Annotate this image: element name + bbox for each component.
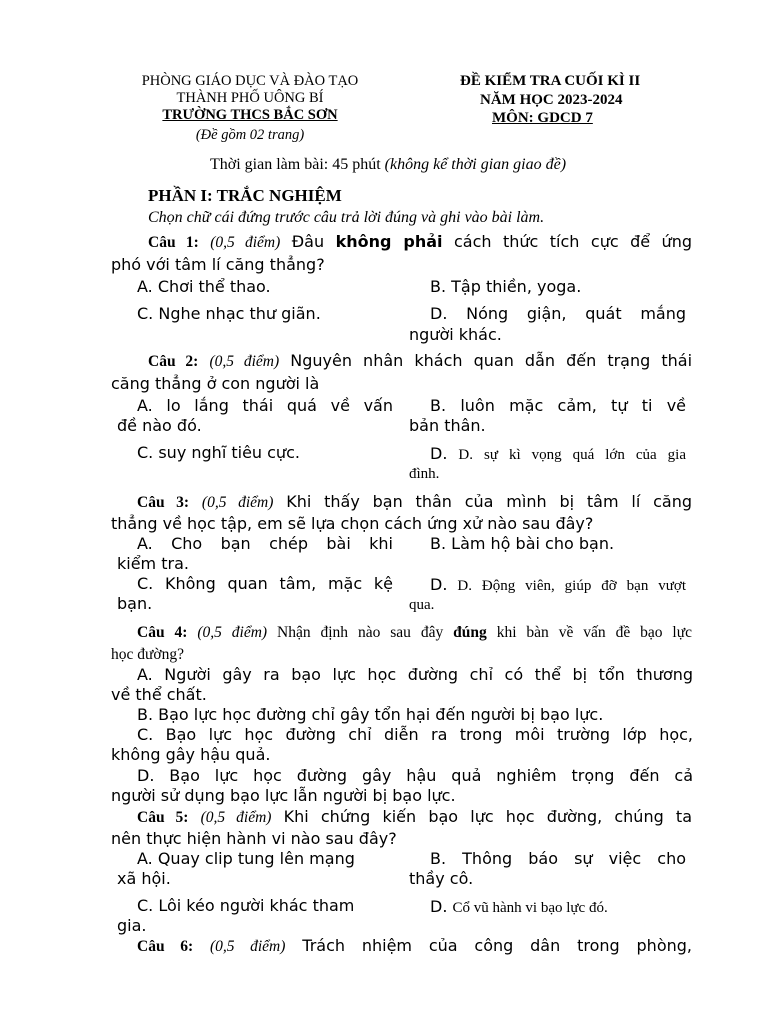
question-3-stem: Câu 3: (0,5 điểm) Khi thấy bạn thân của mình bị tâm lí căng: [137, 492, 692, 511]
q5-option-c: C. Lôi kéo người khác tham: [137, 896, 355, 915]
department-name: PHÒNG GIÁO DỤC VÀ ĐÀO TẠO: [141, 73, 359, 89]
q2-option-d: D. D. sự kì vọng quá lớn của gia: [430, 444, 686, 463]
q4-option-b: B. Bạo lực học đường chỉ gây tổn hại đến người bị bạo lực.: [137, 705, 604, 724]
q5-option-b-cont: thầy cô.: [409, 869, 474, 888]
q4-option-a-cont: về thể chất.: [111, 685, 207, 704]
question-1-stem-cont: phó với tâm lí căng thẳng?: [111, 255, 325, 274]
q3-option-c-cont: bạn.: [117, 594, 153, 613]
page-count-note: (Đề gồm 02 trang): [195, 127, 305, 143]
q5-option-a-cont: xã hội.: [117, 869, 171, 888]
q5-option-a: A. Quay clip tung lên mạng: [137, 849, 355, 868]
school-name: TRƯỜNG THCS BẮC SƠN: [162, 107, 338, 123]
city-name: THÀNH PHỐ UÔNG BÍ: [176, 90, 324, 106]
q4-option-d: D. Bạo lực học đường gây hậu quả nghiêm trọng đến cả: [137, 766, 693, 785]
question-6-stem: Câu 6: (0,5 điểm) Trách nhiệm của công dân trong phòng,: [137, 936, 692, 955]
q3-option-d: D. D. Động viên, giúp đỡ bạn vượt: [430, 575, 687, 594]
question-2-stem-cont: căng thẳng ở con người là: [111, 374, 320, 393]
question-5-stem-cont: nên thực hiện hành vi nào sau đây?: [111, 829, 397, 848]
q2-option-b: B. luôn mặc cảm, tự ti về: [430, 396, 686, 415]
q4-option-a: A. Người gây ra bạo lực học đường chỉ có thể bị tổn thương: [137, 665, 693, 684]
question-4-stem: Câu 4: (0,5 điểm) Nhận định nào sau đây đúng khi bàn về vấn đề bạo lực: [137, 624, 693, 641]
question-3-stem-cont: thẳng về học tập, em sẽ lựa chọn cách ứng xử nào sau đây?: [111, 514, 594, 533]
q2-option-b-cont: bản thân.: [409, 416, 486, 435]
q2-option-a: A. lo lắng thái quá về vấn: [137, 396, 393, 415]
q2-option-d-cont: đình.: [409, 466, 440, 482]
question-1-stem: Câu 1: (0,5 điểm) Đâu không phải cách thức tích cực để ứng: [148, 232, 692, 251]
q3-option-b: B. Làm hộ bài cho bạn.: [430, 534, 615, 553]
q3-option-d-cont: qua.: [409, 597, 435, 613]
q3-option-a: A. Cho bạn chép bài khi: [137, 534, 393, 553]
school-year: NĂM HỌC 2023-2024: [480, 92, 623, 108]
q3-option-a-cont: kiểm tra.: [117, 554, 189, 573]
q4-option-c-cont: không gây hậu quả.: [111, 745, 271, 764]
q2-option-c: C. suy nghĩ tiêu cực.: [137, 443, 300, 462]
section-title: PHẦN I: TRẮC NGHIỆM: [148, 186, 342, 205]
q1-option-b: B. Tập thiền, yoga.: [430, 277, 582, 296]
exam-title: ĐỀ KIỂM TRA CUỐI KÌ II: [460, 73, 641, 89]
question-4-stem-cont: học đường?: [111, 646, 184, 663]
q1-option-d: D. Nóng giận, quát mắng: [430, 304, 686, 323]
q4-option-c: C. Bạo lực học đường chỉ diễn ra trong môi trường lớp học,: [137, 725, 693, 744]
q3-option-c: C. Không quan tâm, mặc kệ: [137, 574, 393, 593]
q4-option-d-cont: người sử dụng bạo lực lẫn người bị bạo lực.: [111, 786, 456, 805]
q1-option-c: C. Nghe nhạc thư giãn.: [137, 304, 321, 323]
q2-option-d-text: D. sự kì vọng quá lớn của gia: [458, 447, 686, 463]
question-5-stem: Câu 5: (0,5 điểm) Khi chứng kiến bạo lực học đường, chúng ta: [137, 807, 692, 826]
section-instruction: Chọn chữ cái đứng trước câu trả lời đúng và ghi vào bài làm.: [148, 209, 545, 226]
q5-option-d: D. Cổ vũ hành vi bạo lực đó.: [430, 897, 608, 916]
question-2-stem: Câu 2: (0,5 điểm) Nguyên nhân khách quan dẫn đến trạng thái: [148, 351, 693, 370]
q5-option-c-cont: gia.: [117, 916, 147, 935]
q1-option-a: A. Chơi thể thao.: [137, 277, 271, 296]
subject: MÔN: GDCD 7: [492, 110, 593, 126]
q3-option-d-text: D. Động viên, giúp đỡ bạn vượt: [457, 578, 687, 594]
q2-option-a-cont: đề nào đó.: [117, 416, 202, 435]
q5-option-b: B. Thông báo sự việc cho: [430, 849, 686, 868]
q1-option-d-cont: người khác.: [409, 325, 502, 344]
time-limit: Thời gian làm bài: 45 phút (không kể thời gian giao đề): [210, 156, 567, 173]
